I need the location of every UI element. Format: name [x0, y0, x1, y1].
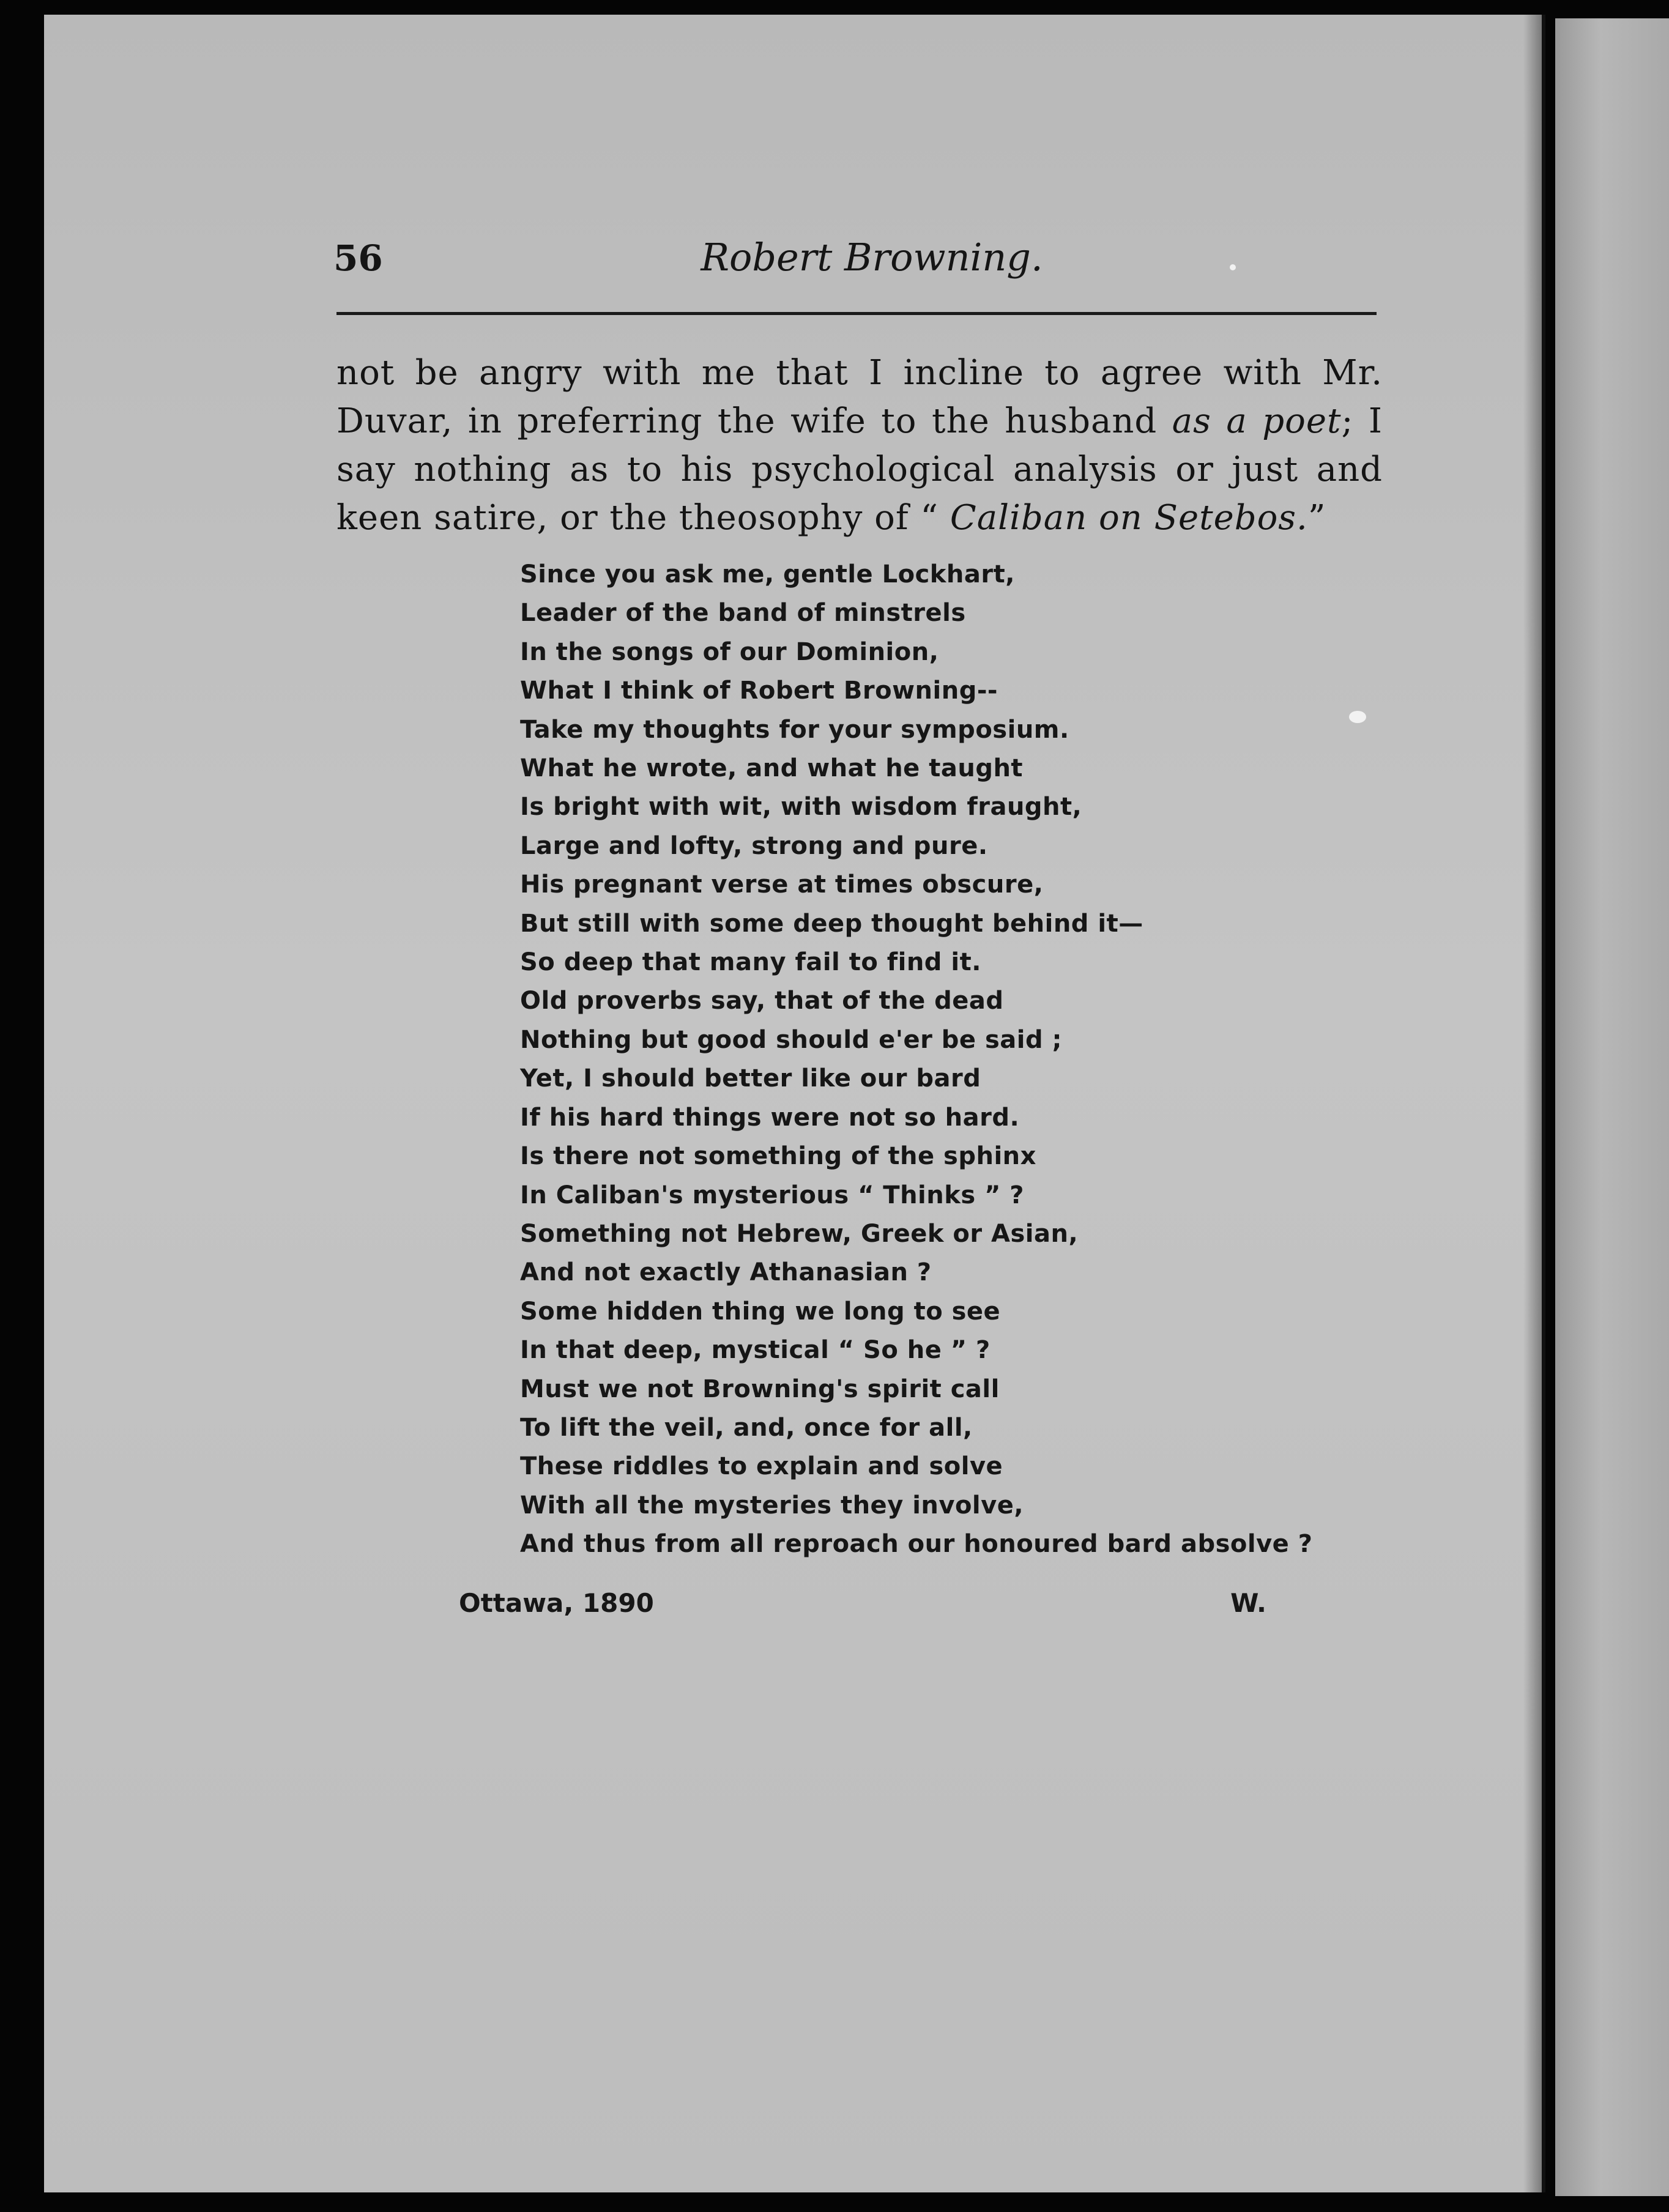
poem-title-reference: Caliban on Setebos. — [950, 498, 1308, 538]
poem-line: Take my thoughts for your symposium. — [520, 715, 1069, 744]
body-paragraph — [336, 349, 1383, 542]
running-title: Robert Browning. — [701, 235, 1043, 280]
poem-line: With all the mysteries they involve, — [520, 1491, 1024, 1520]
poem-line: In that deep, mystical “ So he ” ? — [520, 1336, 991, 1365]
poem-line: What he wrote, and what he taught — [520, 754, 1024, 783]
paragraph-text-end: ” — [1307, 498, 1326, 538]
poem-line: Something not Hebrew, Greek or Asian, — [520, 1219, 1079, 1248]
place-date: Ottawa, 1890 — [459, 1588, 654, 1618]
poem-line: So deep that many fail to find it. — [520, 948, 981, 977]
poem-line: Is there not something of the sphinx — [520, 1142, 1036, 1171]
poem-line: Leader of the band of minstrels — [520, 599, 966, 628]
signature-row — [459, 1588, 1266, 1631]
poem — [520, 555, 1312, 1564]
poem-line: Some hidden thing we long to see — [520, 1297, 1001, 1326]
poem-line: And not exactly Athanasian ? — [520, 1258, 932, 1287]
poem-line: What I think of Robert Browning-- — [520, 677, 998, 705]
running-header — [291, 225, 1380, 286]
facing-page-edge — [1555, 18, 1669, 2196]
author-initial: W. — [1230, 1588, 1266, 1618]
poem-line: These riddles to explain and solve — [520, 1452, 1003, 1481]
paragraph-emphasis: as a poet — [1172, 401, 1342, 441]
poem-line: To lift the veil, and, once for all, — [520, 1413, 973, 1442]
poem-line: Since you ask me, gentle Lockhart, — [520, 560, 1015, 588]
poem-line: Large and lofty, strong and pure. — [520, 831, 988, 860]
poem-line: And thus from all reproach our honoured bard absolve ? — [520, 1530, 1313, 1559]
poem-line: Yet, I should better like our bard — [520, 1064, 981, 1093]
poem-line: Must we not Browning's spirit call — [520, 1375, 1000, 1403]
paragraph-text-start: not be angry with me that I incline to agree with Mr. Duvar, in preferring the wife to the husband — [336, 353, 1383, 441]
page-gutter-shadow — [1523, 15, 1542, 2192]
poem-line: But still with some deep thought behind it— — [520, 909, 1143, 938]
poem-line: Is bright with wit, with wisdom fraught, — [520, 793, 1082, 822]
header-rule — [336, 312, 1377, 315]
poem-line: In the songs of our Dominion, — [520, 637, 939, 666]
poem-line: His pregnant verse at times obscure, — [520, 870, 1044, 899]
poem-line: Nothing but good should e'er be said ; — [520, 1025, 1063, 1054]
poem-line: In Caliban's mysterious “ Thinks ” ? — [520, 1181, 1024, 1209]
paper-speck — [1230, 264, 1236, 270]
paper-speck — [1349, 711, 1366, 723]
poem-line: If his hard things were not so hard. — [520, 1103, 1020, 1132]
paragraph-text-middle: ; I say nothing as to his psychological analysis or just and keen satire, or the theosophy of “ — [336, 401, 1383, 538]
page-number: 56 — [333, 237, 383, 279]
poem-line: Old proverbs say, that of the dead — [520, 987, 1004, 1015]
